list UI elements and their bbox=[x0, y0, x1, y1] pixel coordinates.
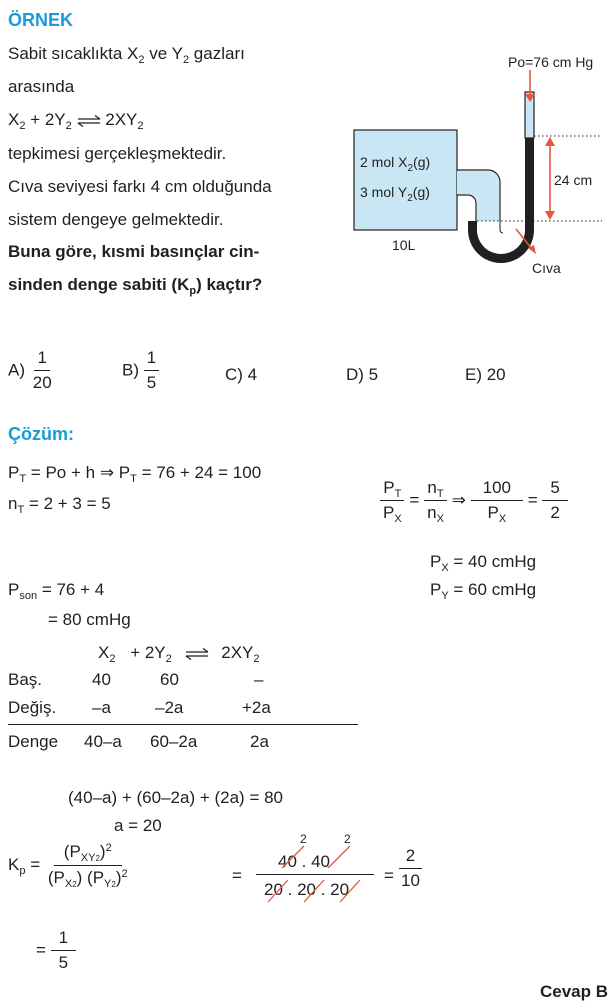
option-c[interactable]: C) 4 bbox=[225, 365, 258, 384]
reaction-equation: $X_2 + 2Y_2$ $2XY_2$ bbox=[8, 110, 144, 132]
equals-sign: = bbox=[232, 866, 242, 885]
a-value: a = 20 bbox=[114, 816, 162, 835]
cancelled-fraction: 2 2 40 . 40 20 . 20 . 20 bbox=[248, 832, 378, 906]
po-label: Po=76 cm Hg bbox=[508, 54, 594, 70]
problem-line-5: Cıva seviyesi farkı 4 cm olduğunda bbox=[8, 177, 272, 196]
table-row-equilibrium-x2: 40–a bbox=[84, 732, 122, 751]
mercury-label: Cıva bbox=[532, 260, 561, 276]
volume-label: 10L bbox=[392, 237, 416, 253]
ratio-equation: $\frac{P_T}{P_X}$ = $\frac{n_T}{n_X}$ ⇒ $\frac{100}{P_X}$ = $\frac{5}{2}$ bbox=[380, 478, 568, 523]
question-line-1: Buna göre, kısmi basınçlar cin- bbox=[8, 242, 260, 261]
problem-line-6: sistem dengeye gelmektedir. bbox=[8, 210, 224, 229]
table-row-initial-x2: 40 bbox=[92, 670, 111, 689]
strike-marks-icon bbox=[248, 832, 378, 906]
option-d[interactable]: D) 5 bbox=[346, 365, 379, 384]
gas-container bbox=[354, 130, 457, 230]
solution-heading: Çözüm: bbox=[8, 424, 74, 444]
option-b[interactable]: B) $\frac{1}{5}$ bbox=[122, 348, 159, 393]
problem-line-1: Sabit sıcaklıkta $X_2$ ve $Y_2$ gazları bbox=[8, 44, 245, 66]
table-row-equilibrium-xy2: 2a bbox=[250, 732, 269, 751]
option-e[interactable]: E) 20 bbox=[465, 365, 506, 384]
problem-line-4: tepkimesi gerçekleşmektedir. bbox=[8, 144, 227, 163]
table-row-equilibrium-y2: 60–2a bbox=[150, 732, 198, 751]
manometer-figure bbox=[340, 40, 610, 290]
final-pressure-line: $P_{son} = 76 + 4$ bbox=[8, 580, 105, 602]
cancelled-denominator: 20 . 20 . 20 bbox=[264, 880, 350, 899]
cancelled-numerator: 40 . 40 bbox=[278, 852, 330, 871]
py-result: $P_Y = 60$ cmHg bbox=[430, 580, 537, 602]
implies-arrow-icon: ⇒ bbox=[451, 490, 466, 510]
gas1-label: 2 mol $X_2(g)$ bbox=[360, 154, 431, 174]
final-result: = $\frac{1}{5}$ bbox=[36, 928, 76, 973]
table-equation: $X_2 + 2Y_2$ $2XY_2$ bbox=[98, 643, 260, 665]
table-divider bbox=[8, 724, 358, 725]
table-row-change-label: Değiş. bbox=[8, 698, 57, 717]
table-row-change-x2: –a bbox=[92, 698, 111, 717]
total-moles-line: $n_T = 2 + 3 = 5$ bbox=[8, 494, 111, 516]
answer-label: Cevap B bbox=[539, 982, 608, 1001]
total-pressure-line: $P_T = Po + h$ ⇒ $P_T = 76 + 24 = 100$ bbox=[8, 463, 262, 485]
example-heading: ÖRNEK bbox=[8, 10, 74, 30]
implies-arrow-icon: ⇒ bbox=[99, 463, 115, 482]
table-row-change-y2: –2a bbox=[155, 698, 184, 717]
height-label: 24 cm bbox=[554, 172, 593, 188]
gas2-label: 3 mol $Y_2(g)$ bbox=[360, 184, 430, 204]
problem-line-2: arasında bbox=[8, 77, 75, 96]
sum-equation: (40–a) + (60–2a) + (2a) = 80 bbox=[68, 788, 283, 807]
option-a[interactable]: A) $\frac{1}{20}$ bbox=[8, 348, 52, 392]
question-line-2: sinden denge sabiti $(K_p)$ kaçtır? bbox=[8, 275, 263, 297]
kp-expression: $K_p$ = $\frac{(P_{XY2})^2}{(P_{X2}) (P_{Y2})^2}$ bbox=[8, 842, 128, 890]
table-row-initial-xy2: – bbox=[254, 670, 264, 689]
equilibrium-arrow-icon bbox=[185, 648, 209, 660]
equals-sign-2: = bbox=[384, 866, 394, 885]
reduced-fraction: $\frac{2}{10}$ bbox=[398, 846, 423, 891]
table-row-initial-y2: 60 bbox=[160, 670, 179, 689]
table-row-change-xy2: +2a bbox=[242, 698, 271, 717]
final-pressure-value: = 80 cmHg bbox=[48, 610, 131, 629]
px-result: $P_X = 40$ cmHg bbox=[430, 552, 537, 574]
equilibrium-arrow-icon bbox=[77, 115, 101, 127]
table-row-initial-label: Baş. bbox=[8, 670, 43, 689]
table-row-equilibrium-label: Denge bbox=[8, 732, 59, 751]
